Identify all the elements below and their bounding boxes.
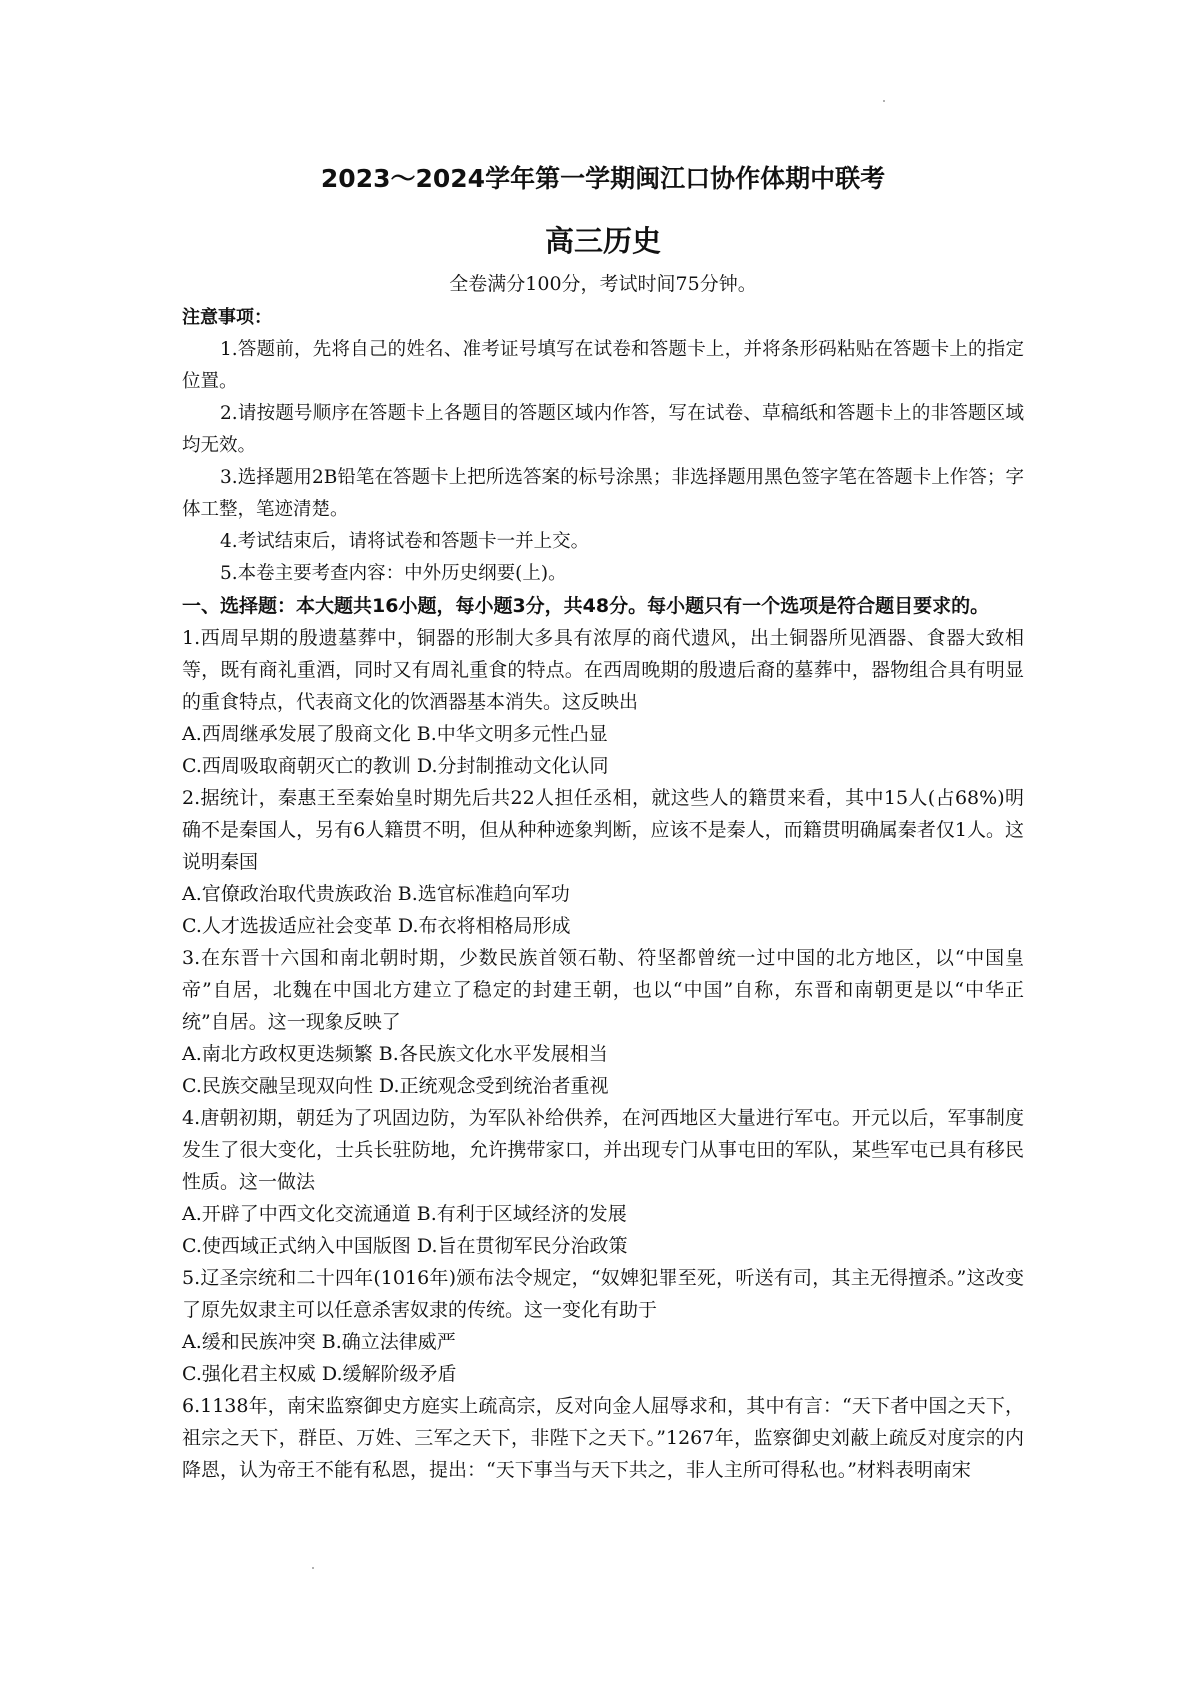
question-stem: 4.唐朝初期，朝廷为了巩固边防，为军队补给供养，在河西地区大量进行军屯。开元以后，军事制度发生了很大变化，士兵长驻防地，允许携带家口，并出现专门从事屯田的军队，某些军屯已具有移民性质。这一做法	[182, 1107, 1024, 1193]
score-info: 全卷满分100分，考试时间75分钟。	[449, 273, 757, 295]
question-stem: 3.在东晋十六国和南北朝时期，少数民族首领石勒、符坚都曾统一过中国的北方地区，以“中国皇帝”自居，北魏在中国北方建立了稳定的封建王朝，也以“中国”自称，东晋和南朝更是以“中华正统”自居。这一现象反映了	[182, 947, 1024, 1033]
notice-section	[182, 302, 1024, 590]
option-d: D.正统观念受到统治者重视	[378, 1075, 609, 1097]
option-a: A.开辟了中西文化交流通道	[182, 1203, 411, 1225]
option-d: D.分封制推动文化认同	[416, 755, 609, 777]
notice-item: 5.本卷主要考查内容：中外历史纲要(上)。	[220, 563, 567, 584]
option-c: C.使西域正式纳入中国版图	[182, 1235, 411, 1257]
option-c: C.人才选拔适应社会变革	[182, 915, 392, 937]
option-b: B.中华文明多元性凸显	[416, 723, 608, 745]
notice-heading: 注意事项：	[182, 307, 272, 328]
option-b: B.各民族文化水平发展相当	[378, 1043, 608, 1065]
option-row	[182, 1230, 1024, 1262]
scan-speck	[883, 100, 885, 102]
option-row	[182, 910, 1024, 942]
question-3	[182, 942, 1024, 1102]
question-4	[182, 1102, 1024, 1262]
notice-item: 4.考试结束后，请将试卷和答题卡一并上交。	[220, 531, 590, 552]
option-d: D.旨在贯彻军民分治政策	[416, 1235, 628, 1257]
option-row	[182, 1198, 1024, 1230]
option-b: B.确立法律威严	[321, 1331, 456, 1353]
option-row	[182, 750, 1024, 782]
option-row	[182, 878, 1024, 910]
exam-title: 2023～2024学年第一学期闽江口协作体期中联考	[320, 164, 886, 193]
option-b: B.有利于区域经济的发展	[416, 1203, 627, 1225]
option-d: D.布衣将相格局形成	[397, 915, 571, 937]
option-a: A.西周继承发展了殷商文化	[182, 723, 411, 745]
option-d: D.缓解阶级矛盾	[321, 1363, 457, 1385]
option-row	[182, 1038, 1024, 1070]
option-row	[182, 1070, 1024, 1102]
option-b: B.选官标准趋向军功	[397, 883, 570, 905]
subject-title: 高三历史	[544, 224, 661, 258]
option-c: C.西周吸取商朝灭亡的教训	[182, 755, 411, 777]
option-a: A.南北方政权更迭频繁	[182, 1043, 373, 1065]
option-row	[182, 1326, 1024, 1358]
option-a: A.官僚政治取代贵族政治	[182, 883, 392, 905]
notice-item: 3.选择题用2B铅笔在答题卡上把所选答案的标号涂黑；非选择题用黑色签字笔在答题卡上作答；字体工整，笔迹清楚。	[182, 467, 1024, 520]
notice-item: 1.答题前，先将自己的姓名、准考证号填写在试卷和答题卡上，并将条形码粘贴在答题卡上的指定位置。	[182, 339, 1024, 392]
question-stem: 2.据统计，秦惠王至秦始皇时期先后共22人担任丞相，就这些人的籍贯来看，其中15人(占68%)明确不是秦国人，另有6人籍贯不明，但从种种迹象判断，应该不是秦人，而籍贯明确属秦者仅1人。这说明秦国	[182, 787, 1024, 873]
option-row	[182, 718, 1024, 750]
question-5	[182, 1262, 1024, 1390]
question-2	[182, 782, 1024, 942]
question-stem: 6.1138年，南宋监察御史方庭实上疏高宗，反对向金人屈辱求和，其中有言：“天下者中国之天下，祖宗之天下，群臣、万姓、三军之天下，非陛下之天下。”1267年，监察御史刘蔽上疏反对度宗的内降恩，认为帝王不能有私恩，提出：“天下事当与天下共之，非人主所可得私也。”材料表明南宋	[182, 1395, 1024, 1481]
exam-paper	[182, 160, 1024, 1486]
option-c: C.民族交融呈现双向性	[182, 1075, 373, 1097]
question-stem: 1.西周早期的殷遗墓葬中，铜器的形制大多具有浓厚的商代遗风，出土铜器所见酒器、食器大致相等，既有商礼重酒，同时又有周礼重食的特点。在西周晚期的殷遗后裔的墓葬中，器物组合具有明显的重食特点，代表商文化的饮酒器基本消失。这反映出	[182, 627, 1024, 713]
question-6	[182, 1390, 1024, 1486]
option-c: C.强化君主权威	[182, 1363, 316, 1385]
section-heading: 一、选择题：本大题共16小题，每小题3分，共48分。每小题只有一个选项是符合题目要求的。	[182, 595, 990, 617]
scan-speck	[312, 1567, 314, 1569]
question-stem: 5.辽圣宗统和二十四年(1016年)颁布法令规定，“奴婢犯罪至死，听送有司，其主无得擅杀。”这改变了原先奴隶主可以任意杀害奴隶的传统。这一变化有助于	[182, 1267, 1024, 1321]
option-a: A.缓和民族冲突	[182, 1331, 316, 1353]
option-row	[182, 1358, 1024, 1390]
question-1	[182, 622, 1024, 782]
notice-item: 2.请按题号顺序在答题卡上各题目的答题区域内作答，写在试卷、草稿纸和答题卡上的非答题区域均无效。	[182, 403, 1024, 456]
